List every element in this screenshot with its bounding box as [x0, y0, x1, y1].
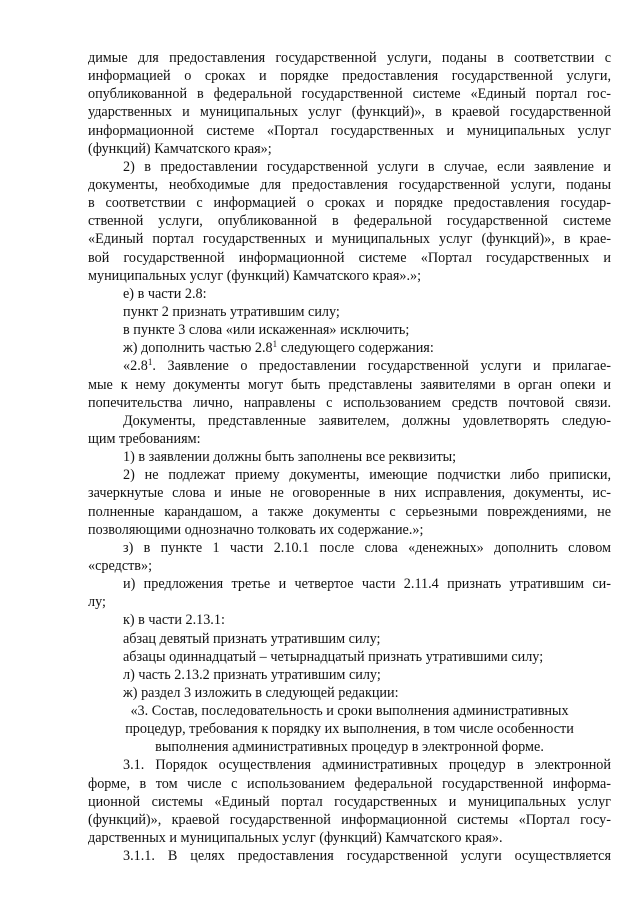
text-line — [88, 611, 611, 629]
text-line — [88, 140, 611, 158]
line-text: пункт 2 признать утратившим силу; — [123, 303, 340, 320]
line-text: выполнения административных процедур в электронной форме. — [155, 739, 544, 756]
text-line — [88, 321, 611, 339]
line-text: «средств»; — [88, 557, 153, 574]
text-line — [88, 503, 611, 521]
line-text: опубликованной в федеральной государственной системе «Единый портал гос- — [88, 86, 611, 103]
text-line — [88, 249, 611, 267]
text-line — [88, 521, 611, 539]
document-body — [88, 49, 611, 865]
line-text: информацией о сроках и порядке предоставления государственной услуги, — [88, 68, 611, 85]
text-line — [88, 666, 611, 684]
text-line — [88, 593, 611, 611]
line-text: (функций) Камчатского края»; — [88, 140, 272, 157]
text-line — [88, 103, 611, 121]
line-text: Документы, представленные заявителем, должны удовлетворять следую- — [123, 412, 611, 429]
text-line — [88, 230, 611, 248]
text-line — [88, 357, 611, 375]
text-line — [88, 648, 611, 666]
text-line — [88, 630, 611, 648]
line-text: 3.1.1. В целях предоставления государственной услуги осуществляется — [123, 848, 611, 865]
line-text: 3.1. Порядок осуществления административных процедур в электронной — [123, 757, 611, 774]
line-text: ционной системы «Единый портал государственных и муниципальных услуг — [88, 793, 611, 810]
line-text: в пункте 3 слова «или искаженная» исключить; — [123, 322, 410, 339]
line-text: ственной услуги, опубликованной в федеральной государственной системе — [88, 213, 611, 230]
text-line — [88, 702, 611, 720]
text-line — [88, 738, 611, 756]
line-text: муниципальных услуг (функций) Камчатского края».»; — [88, 267, 422, 284]
line-text: полненные карандашом, а также документы с серьезными повреждениями, не — [88, 503, 611, 520]
line-text: попечительства лично, направлены с использованием средств почтовой связи. — [88, 394, 611, 411]
line-text: лу; — [88, 594, 106, 611]
line-text: и) предложения третье и четвертое части 2.11.4 признать утратившим си- — [123, 576, 611, 593]
line-text: дарственных и муниципальных услуг (функций) Камчатского края». — [88, 830, 503, 847]
line-text-tail: следующего содержания: — [277, 340, 434, 357]
line-text: в соответствии с информацией о сроках и порядке предоставления государ- — [88, 195, 611, 212]
text-line — [88, 194, 611, 212]
line-text: е) в части 2.8: — [123, 285, 207, 302]
text-line — [88, 412, 611, 430]
line-text: информационной системе «Портал государственных и муниципальных услуг — [88, 122, 611, 139]
line-text: «2.8 — [123, 358, 148, 375]
line-text: з) в пункте 1 части 2.10.1 после слова «денежных» дополнить словом — [123, 539, 611, 556]
line-text: абзацы одиннадцатый – четырнадцатый признать утратившими силу; — [123, 648, 544, 665]
line-text: 2) не подлежат приему документы, имеющие подчистки либо приписки, — [123, 467, 611, 484]
text-line — [88, 484, 611, 502]
line-text: документы, необходимые для предоставления государственной услуги, поданы — [88, 176, 611, 193]
text-line — [88, 176, 611, 194]
line-text: л) часть 2.13.2 признать утратившим силу; — [123, 666, 381, 683]
text-line — [88, 847, 611, 865]
line-text: димые для предоставления государственной услуги, поданы в соответствии с — [88, 50, 611, 66]
line-text: (функций)», краевой государственной информационной системы «Портал госу- — [88, 811, 611, 828]
text-line — [88, 267, 611, 285]
line-text: ударственных и муниципальных услуг (функций)», в краевой государственной — [88, 104, 611, 121]
text-line — [88, 122, 611, 140]
line-text: ж) раздел 3 изложить в следующей редакции: — [123, 684, 399, 701]
text-line — [88, 339, 611, 357]
text-line — [88, 756, 611, 774]
line-text: щим требованиям: — [88, 430, 201, 447]
line-text: ж) дополнить частью 2.8 — [123, 340, 273, 357]
line-text-tail: . Заявление о предоставлении государственной услуги и прилагае- — [152, 358, 611, 375]
line-text: вой государственной информационной системе «Портал государственных и — [88, 249, 611, 266]
line-text: 2) в предоставлении государственной услуги в случае, если заявление и — [123, 158, 611, 175]
line-text: к) в части 2.13.1: — [123, 612, 225, 629]
line-text: процедур, требования к порядку их выполнения, в том числе особенности — [125, 721, 574, 738]
line-text: форме, в том числе с использованием федеральной государственной информа- — [88, 775, 611, 792]
line-text: «3. Состав, последовательность и сроки выполнения административных — [130, 703, 569, 720]
text-line — [88, 775, 611, 793]
text-line — [88, 158, 611, 176]
text-line — [88, 557, 611, 575]
text-line — [88, 49, 611, 67]
text-line — [88, 466, 611, 484]
superscript: 1 — [272, 339, 278, 350]
text-line — [88, 85, 611, 103]
line-text: мые к нему документы могут быть представлены заявителями в орган опеки и — [88, 376, 611, 393]
text-line — [88, 430, 611, 448]
text-line — [88, 448, 611, 466]
line-text: позволяющими однозначно толковать их содержание.»; — [88, 521, 424, 538]
text-line — [88, 793, 611, 811]
superscript: 1 — [147, 357, 153, 368]
text-line — [88, 829, 611, 847]
text-line — [88, 67, 611, 85]
text-line — [88, 376, 611, 394]
text-line — [88, 303, 611, 321]
text-line — [88, 811, 611, 829]
line-text: «Единый портал государственных и муниципальных услуг (функций)», в крае- — [88, 231, 611, 248]
text-line — [88, 285, 611, 303]
text-line — [88, 539, 611, 557]
text-line — [88, 212, 611, 230]
line-text: абзац девятый признать утратившим силу; — [123, 630, 381, 647]
line-text: зачеркнутые слова и иные не оговоренные в них исправления, документы, ис- — [88, 485, 611, 502]
text-line — [88, 720, 611, 738]
text-line — [88, 394, 611, 412]
line-text: 1) в заявлении должны быть заполнены все реквизиты; — [123, 449, 457, 466]
text-line — [88, 684, 611, 702]
text-line — [88, 575, 611, 593]
